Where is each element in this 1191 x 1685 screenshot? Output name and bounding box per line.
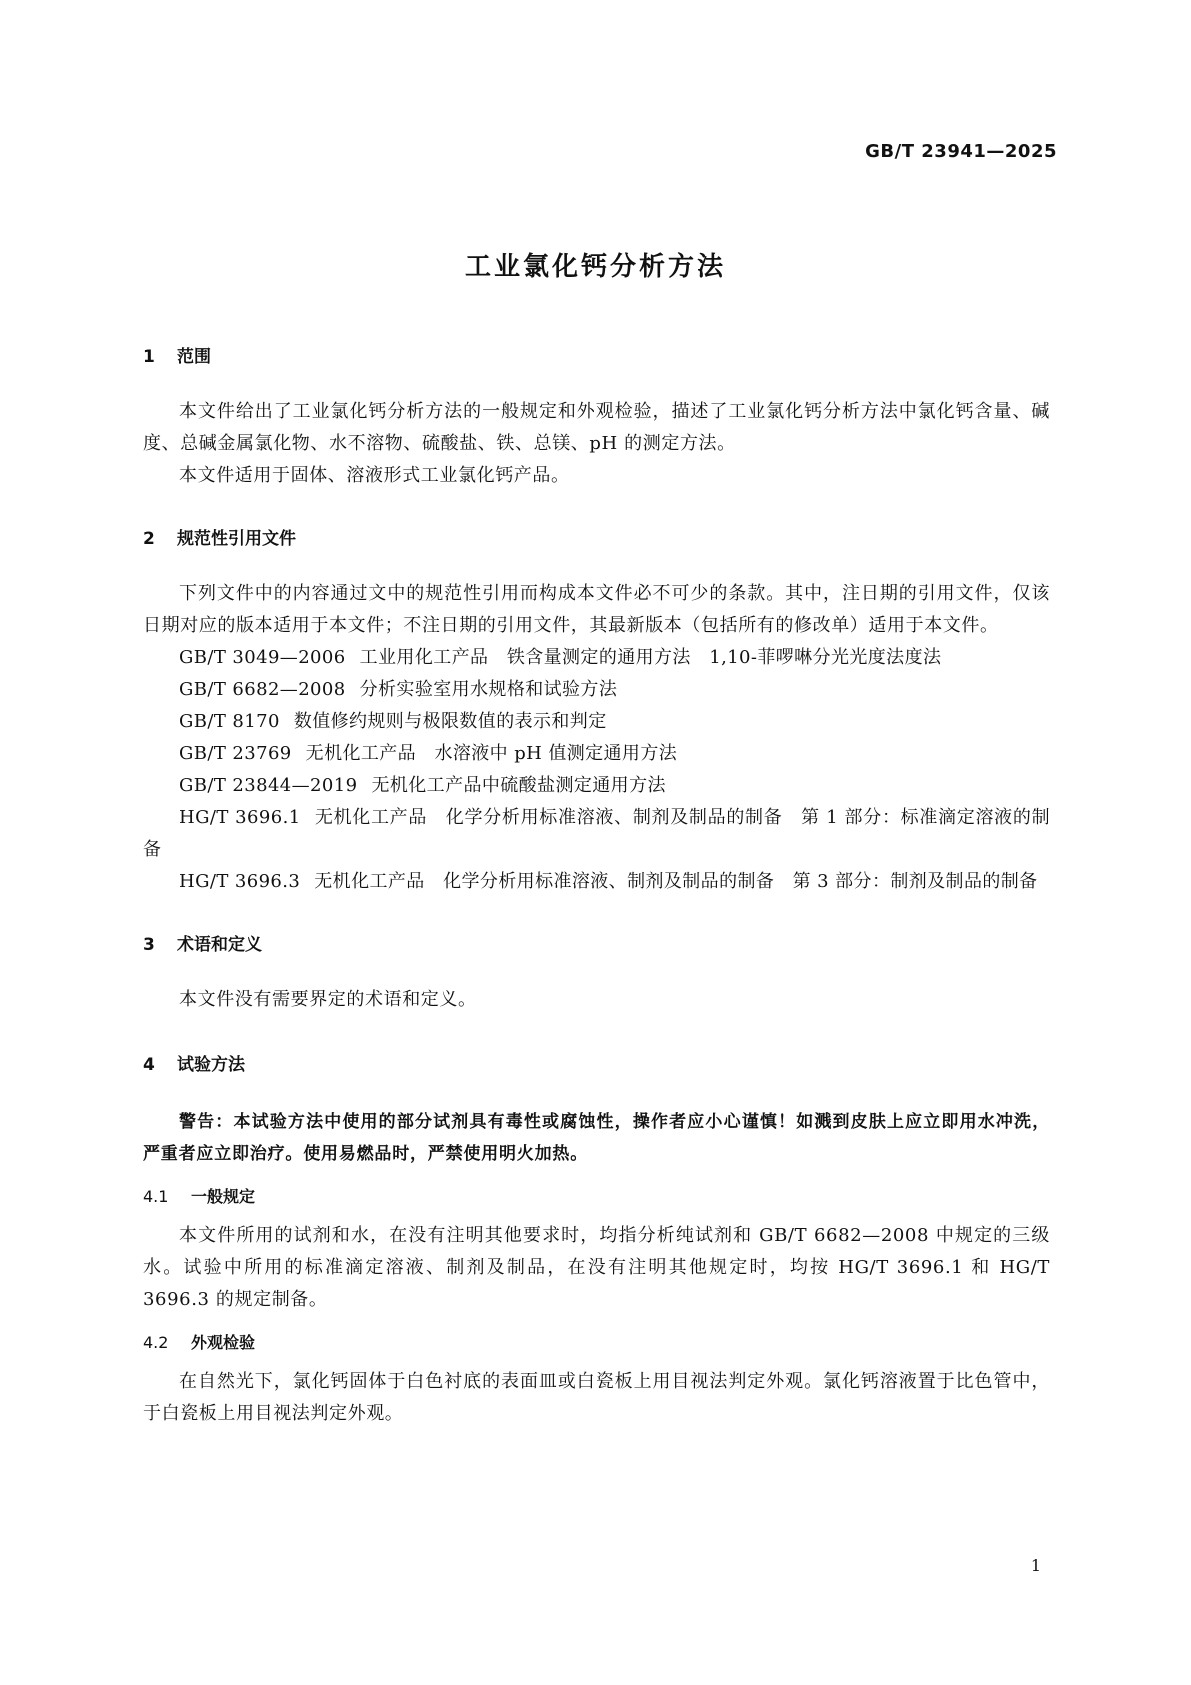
section-title: 术语和定义 — [177, 935, 262, 955]
subsection-title: 一般规定 — [191, 1187, 256, 1206]
reference-title: 无机化工产品 化学分析用标准溶液、制剂及制品的制备 第 3 部分：制剂及制品的制备 — [314, 871, 1038, 892]
reference-title: 无机化工产品 化学分析用标准溶液、制剂及制品的制备 第 1 部分：标准滴定溶液的制备 — [143, 807, 1050, 860]
reference-title: 数值修约规则与极限数值的表示和判定 — [293, 711, 607, 732]
reference-title: 工业用化工产品 铁含量测定的通用方法 1,10-菲啰啉分光光度法度法 — [359, 647, 942, 668]
document-title: 工业氯化钙分析方法 — [464, 252, 726, 282]
reference-code: GB/T 3049—2006 — [179, 647, 346, 668]
section-heading-1 — [143, 344, 1050, 370]
page-number: 1 — [1030, 1556, 1041, 1575]
section-number: 3 — [143, 935, 155, 955]
reference-item — [143, 706, 1050, 738]
reference-item — [143, 674, 1050, 706]
section-heading-4 — [143, 1052, 1050, 1078]
reference-code: GB/T 8170 — [179, 711, 280, 732]
paragraph: 本文件适用于固体、溶液形式工业氯化钙产品。 — [179, 465, 570, 486]
reference-title: 分析实验室用水规格和试验方法 — [359, 679, 618, 700]
safety-warning: 警告：本试验方法中使用的部分试剂具有毒性或腐蚀性，操作者应小心谨慎！如溅到皮肤上应立即用水冲洗，严重者应立即治疗。使用易燃品时，严禁使用明火加热。 — [143, 1112, 1050, 1164]
reference-code: HG/T 3696.3 — [179, 871, 301, 892]
reference-item — [143, 642, 1050, 674]
paragraph: 本文件给出了工业氯化钙分析方法的一般规定和外观检验，描述了工业氯化钙分析方法中氯化钙含量、碱度、总碱金属氯化物、水不溶物、硫酸盐、铁、总镁、pH 的测定方法。 — [143, 401, 1050, 454]
reference-code: HG/T 3696.1 — [179, 807, 301, 828]
section-number: 1 — [143, 347, 155, 367]
paragraph: 下列文件中的内容通过文中的规范性引用而构成本文件必不可少的条款。其中，注日期的引用文件，仅该日期对应的版本适用于本文件；不注日期的引用文件，其最新版本（包括所有的修改单）适用于本文件。 — [143, 583, 1050, 636]
reference-item — [143, 738, 1050, 770]
reference-code: GB/T 23769 — [179, 743, 292, 764]
reference-code: GB/T 23844—2019 — [179, 775, 358, 796]
reference-title: 无机化工产品 水溶液中 pH 值测定通用方法 — [305, 743, 678, 764]
reference-item — [143, 770, 1050, 802]
reference-title: 无机化工产品中硫酸盐测定通用方法 — [371, 775, 666, 796]
section-heading-2 — [143, 526, 1050, 552]
section-number: 2 — [143, 529, 155, 549]
section-title: 规范性引用文件 — [177, 529, 296, 549]
section-title: 试验方法 — [177, 1055, 245, 1075]
section-number: 4 — [143, 1055, 155, 1075]
section-heading-3 — [143, 932, 1050, 958]
paragraph: 本文件所用的试剂和水，在没有注明其他要求时，均指分析纯试剂和 GB/T 6682—2008 中规定的三级水。试验中所用的标准滴定溶液、制剂及制品，在没有注明其他规定时，均按 HG/T 3696.1 和 HG/T 3696.3 的规定制备。 — [143, 1225, 1050, 1310]
paragraph: 本文件没有需要界定的术语和定义。 — [179, 989, 477, 1010]
reference-code: GB/T 6682—2008 — [179, 679, 346, 700]
subsection-number: 4.1 — [143, 1187, 169, 1206]
subsection-title: 外观检验 — [191, 1333, 256, 1352]
standard-code: GB/T 23941—2025 — [865, 141, 1057, 162]
subsection-heading-4-2 — [143, 1330, 1050, 1356]
document-body — [143, 344, 1050, 1430]
reference-item — [143, 866, 1050, 898]
subsection-heading-4-1 — [143, 1184, 1050, 1210]
section-title: 范围 — [177, 347, 211, 367]
paragraph: 在自然光下，氯化钙固体于白色衬底的表面皿或白瓷板上用目视法判定外观。氯化钙溶液置于比色管中，于白瓷板上用目视法判定外观。 — [143, 1371, 1050, 1424]
reference-item — [143, 802, 1050, 866]
subsection-number: 4.2 — [143, 1333, 169, 1352]
